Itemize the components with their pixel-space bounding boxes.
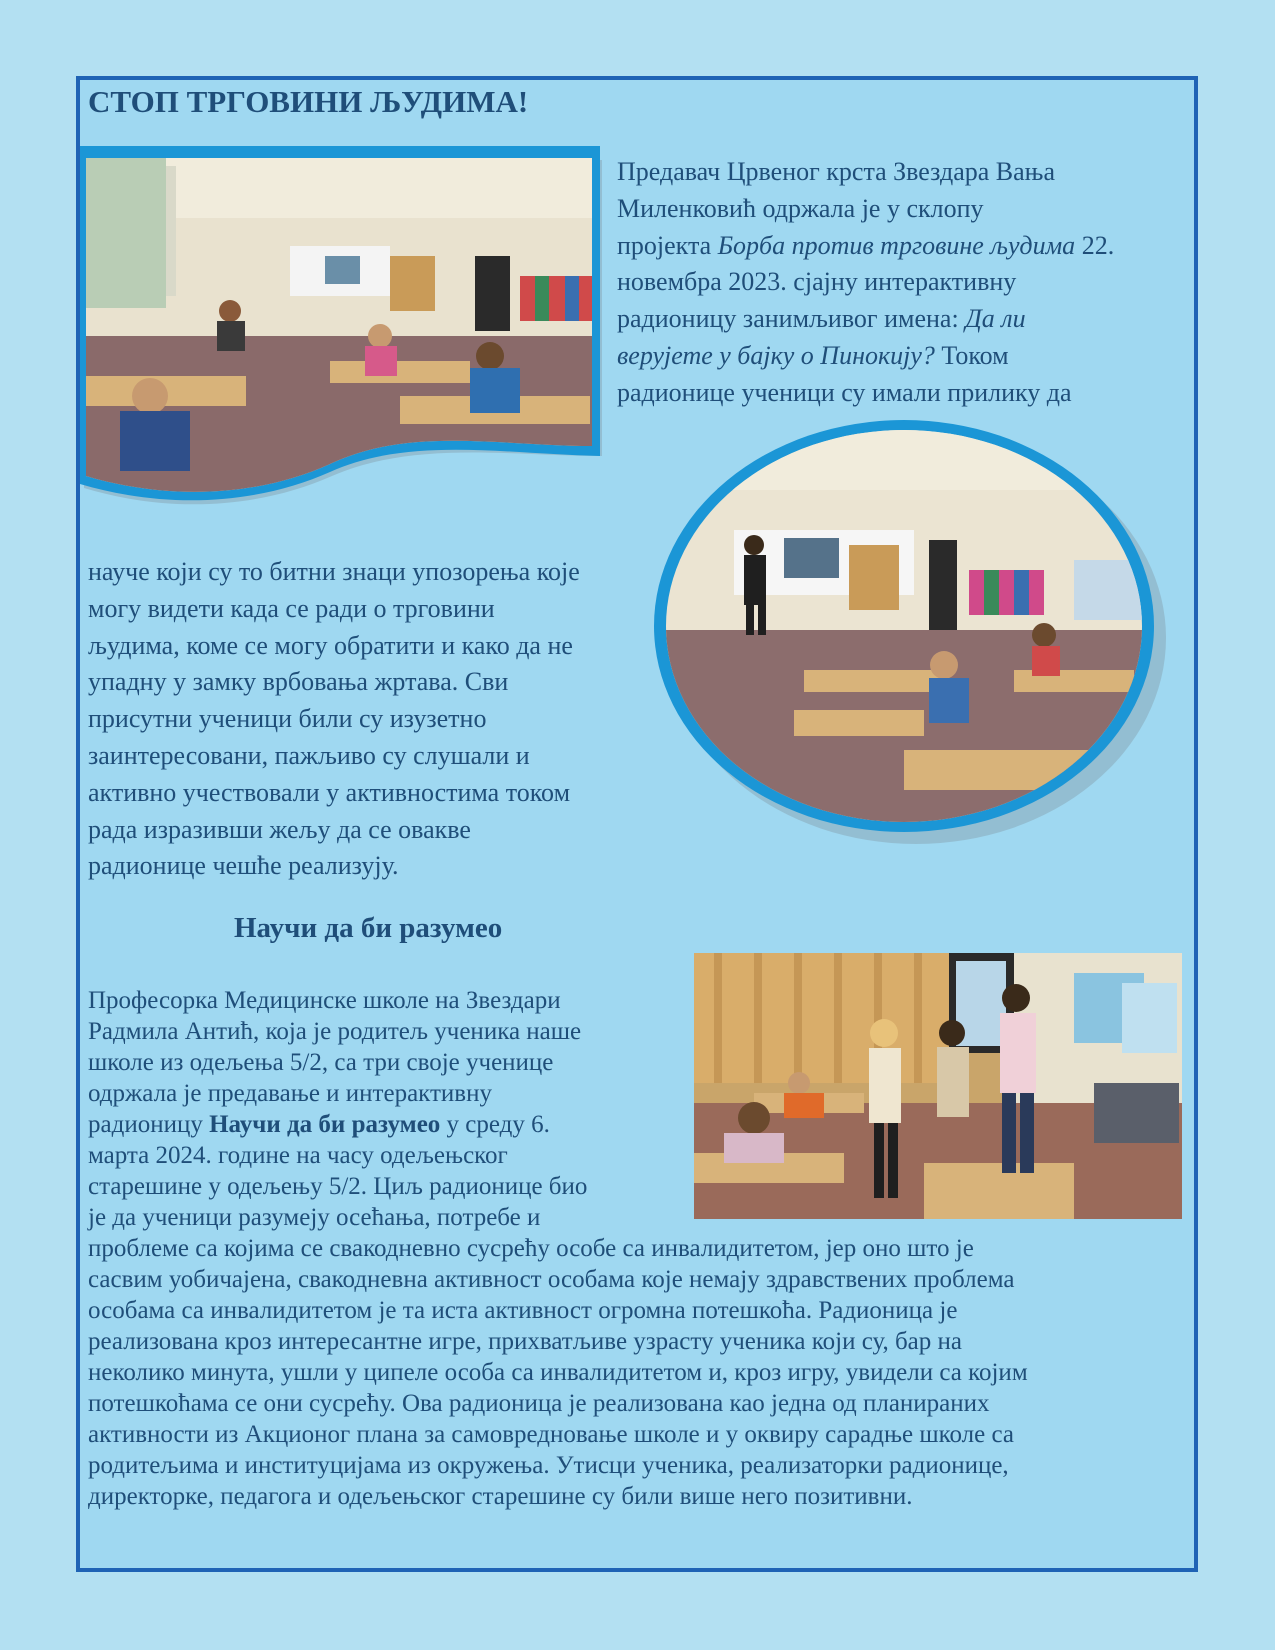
intro-paragraph bbox=[617, 154, 1187, 412]
text-run: 22. bbox=[1075, 230, 1115, 260]
workshop-line: проблеме са којима се свакодневно сусрећу особе са инвалидитетом, јер оно што је bbox=[88, 1235, 974, 1262]
text-run: радионице ученици су имали прилику да bbox=[617, 377, 1072, 407]
bold-text: Научи да би разумео bbox=[209, 1111, 441, 1138]
text-run: радионицу bbox=[88, 1111, 210, 1138]
text-run: у среду 6. bbox=[440, 1111, 550, 1138]
workshop-line bbox=[88, 1140, 1188, 1171]
continuation-line: људима, коме се могу обратити и како да не bbox=[88, 630, 573, 660]
classroom-photo-2 bbox=[654, 420, 1174, 852]
text-run: школе из одељења 5/2, са три своје ученице bbox=[88, 1049, 554, 1076]
continuation-line: упадну у замку врбовања жртава. Сви bbox=[88, 667, 509, 697]
intro-line bbox=[617, 375, 1187, 412]
workshop-line bbox=[88, 985, 1188, 1016]
workshop-line bbox=[88, 1171, 1188, 1202]
continuation-line: могу видети када се ради о трговини bbox=[88, 593, 495, 623]
continuation-line: заинтересовани, пажљиво су слушали и bbox=[88, 740, 530, 770]
intro-line bbox=[617, 228, 1187, 265]
workshop-paragraph bbox=[88, 985, 1188, 1512]
workshop-line: реализована кроз интересантне игре, прихватљиве узрасту ученика који су, бар на bbox=[88, 1328, 962, 1355]
text-run: Радмила Антић, која је родитељ ученика наше bbox=[88, 1018, 582, 1045]
intro-line bbox=[617, 264, 1187, 301]
workshop-line: родитељима и институцијама из окружења. Утисци ученика, реализаторки радионице, bbox=[88, 1452, 1009, 1479]
section-heading: Научи да би разумео bbox=[234, 912, 503, 944]
classroom-photo-1 bbox=[80, 146, 605, 531]
continuation-line: радионице чешће реализују. bbox=[88, 851, 399, 881]
intro-line bbox=[617, 154, 1187, 191]
workshop-line bbox=[88, 1109, 1188, 1140]
text-run: новембра 2023. сјајну интерактивну bbox=[617, 267, 1017, 297]
intro-line bbox=[617, 191, 1187, 228]
italic-text: Да ли bbox=[965, 304, 1026, 334]
workshop-line bbox=[88, 1016, 1188, 1047]
text-run: је да ученици разумеју осећања, потребе и bbox=[88, 1204, 541, 1231]
workshop-line bbox=[88, 1047, 1188, 1078]
intro-continuation bbox=[88, 554, 668, 885]
workshop-line: неколико минута, ушли у ципеле особа са инвалидитетом и, кроз игру, увидели са којим bbox=[88, 1359, 1028, 1386]
italic-text: верујете у бајку о Пинокију? bbox=[617, 340, 935, 370]
text-run: Предавач Црвеног крста Звездара Вања bbox=[617, 157, 1056, 186]
text-run: Током bbox=[934, 340, 1009, 370]
workshop-line: сасвим уобичајена, свакодневна активност особама које немају здравствених проблема bbox=[88, 1266, 1015, 1293]
text-run: радионицу занимљивог имена: bbox=[617, 304, 966, 334]
intro-line bbox=[617, 338, 1187, 375]
workshop-line: директорке, педагога и одељењског старешине су били више него позитивни. bbox=[88, 1483, 913, 1510]
continuation-line: активно учествовали у активностима током bbox=[88, 777, 571, 807]
workshop-line: потешкоћама се они сусрећу. Ова радионица је реализована као једна од планираних bbox=[88, 1390, 990, 1417]
text-run: старешине у одељењу 5/2. Циљ радионице био bbox=[88, 1173, 588, 1200]
article-title: СТОП ТРГОВИНИ ЉУДИМА! bbox=[88, 84, 529, 119]
workshop-line: активности из Акционог плана за самовредновање школе и у оквиру сарадње школе са bbox=[88, 1421, 1015, 1448]
text-run: марта 2024. године на часу одељењског bbox=[88, 1142, 508, 1169]
italic-text: Борба против трговине људима bbox=[717, 230, 1076, 260]
text-run: пројекта bbox=[617, 230, 718, 260]
text-run: одржала је предавање и интерактивну bbox=[88, 1080, 492, 1107]
continuation-line: рада изразивши жељу да се овакве bbox=[88, 814, 471, 844]
workshop-line bbox=[88, 1202, 1188, 1233]
text-run: Миленковић одржала је у склопу bbox=[617, 193, 984, 223]
text-run: Професорка Медицинске школе на Звездари bbox=[88, 987, 561, 1014]
continuation-line: науче који су то битни знаци упозорења које bbox=[88, 557, 580, 586]
continuation-line: присутни ученици били су изузетно bbox=[88, 704, 487, 734]
workshop-line bbox=[88, 1078, 1188, 1109]
intro-line bbox=[617, 301, 1187, 338]
workshop-line: особама са инвалидитетом је та иста активност огромна потешкоћа. Радионица је bbox=[88, 1297, 958, 1324]
